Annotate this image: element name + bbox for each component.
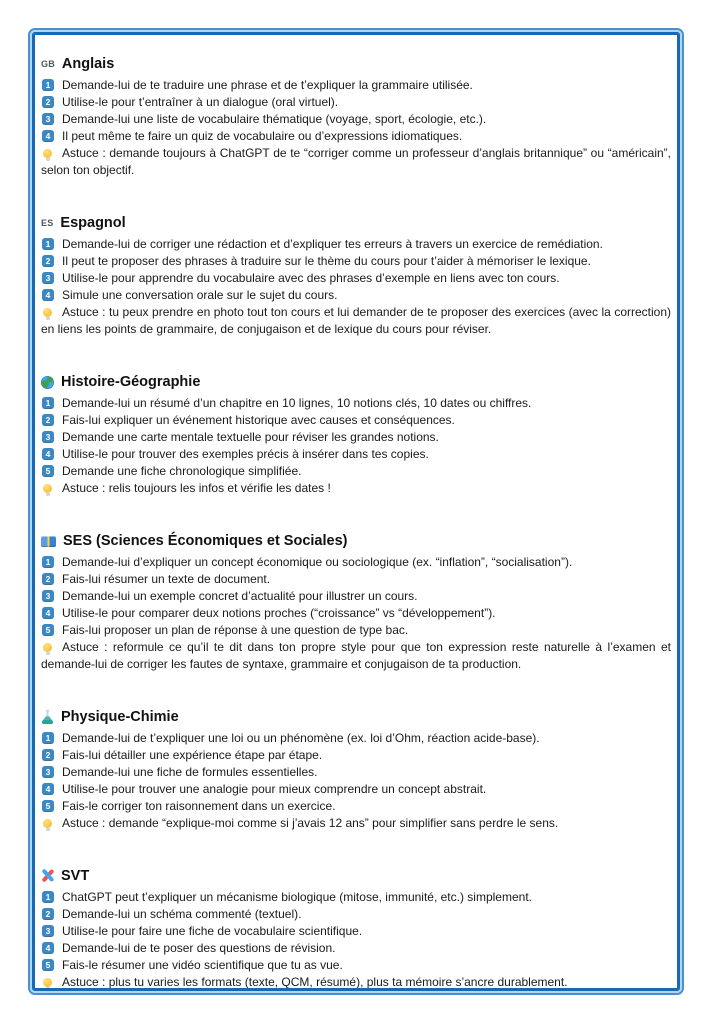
item-text: Fais-le corriger ton raisonnement dans un exercice. xyxy=(62,799,336,813)
list-item xyxy=(41,94,671,111)
section-items xyxy=(41,554,671,639)
tip-text: Astuce : demande “explique-moi comme si j’avais 12 ans” pour simplifier sans perdre le sens. xyxy=(62,816,559,830)
subject-section-histoire-g-ographie xyxy=(41,373,671,497)
item-text: Demande-lui de te poser des questions de révision. xyxy=(62,941,336,955)
tip-text: Astuce : relis toujours les infos et vérifie les dates ! xyxy=(62,481,331,495)
number-badge-icon: 1 xyxy=(42,397,54,409)
list-item xyxy=(41,77,671,94)
item-text: Fais-lui proposer un plan de réponse à une question de type bac. xyxy=(62,623,409,637)
lightbulb-icon xyxy=(43,308,52,317)
tip-text: Astuce : reformule ce qu’il te dit dans ton propre style pour que ton expression reste naturelle à l’examen et demande-lui de corriger les fautes de syntaxe, grammaire et conjugaison de ta production. xyxy=(41,640,671,671)
number-badge-icon: 1 xyxy=(42,891,54,903)
tip-line xyxy=(41,815,671,832)
lightbulb-icon xyxy=(43,484,52,493)
list-item xyxy=(41,463,671,480)
section-items xyxy=(41,730,671,815)
page-border-light-stripe xyxy=(30,30,682,993)
section-title: Histoire-Géographie xyxy=(61,374,201,390)
item-text: Utilise-le pour apprendre du vocabulaire avec des phrases d’exemple en liens avec ton cours. xyxy=(62,271,560,285)
list-item xyxy=(41,764,671,781)
number-badge-icon: 4 xyxy=(42,130,54,142)
section-title: Espagnol xyxy=(60,215,126,231)
open-book-icon xyxy=(41,536,56,547)
section-heading xyxy=(41,532,671,550)
tip-line xyxy=(41,304,671,338)
list-item xyxy=(41,588,671,605)
lightbulb-icon xyxy=(43,643,52,652)
list-item xyxy=(41,923,671,940)
lightbulb-icon xyxy=(43,978,52,987)
list-item xyxy=(41,429,671,446)
section-items xyxy=(41,77,671,145)
item-text: Demande-lui un résumé d’un chapitre en 10 lignes, 10 notions clés, 10 dates ou chiffres. xyxy=(62,396,532,410)
content-area xyxy=(32,32,680,991)
tip-text: Astuce : demande toujours à ChatGPT de te “corriger comme un professeur d’anglais britannique” ou “américain”, selon ton objectif. xyxy=(41,146,671,177)
number-badge-icon: 2 xyxy=(42,96,54,108)
list-item xyxy=(41,253,671,270)
section-heading xyxy=(41,708,671,726)
list-item xyxy=(41,236,671,253)
subject-section-svt xyxy=(41,867,671,991)
number-badge-icon: 5 xyxy=(42,800,54,812)
section-title: Anglais xyxy=(61,56,115,72)
section-items xyxy=(41,395,671,480)
list-item xyxy=(41,781,671,798)
item-text: Fais-le résumer une vidéo scientifique que tu as vue. xyxy=(62,958,343,972)
item-text: Demande-lui de te traduire une phrase et de t’expliquer la grammaire utilisée. xyxy=(62,78,473,92)
item-text: Utilise-le pour faire une fiche de vocabulaire scientifique. xyxy=(62,924,363,938)
dna-icon xyxy=(41,869,54,883)
list-item xyxy=(41,571,671,588)
list-item xyxy=(41,906,671,923)
number-badge-icon: 5 xyxy=(42,959,54,971)
item-text: Simule une conversation orale sur le sujet du cours. xyxy=(62,288,338,302)
flag-gb-icon: GB xyxy=(41,59,55,69)
globe-icon xyxy=(41,376,54,389)
number-badge-icon: 3 xyxy=(42,431,54,443)
item-text: Il peut te proposer des phrases à traduire sur le thème du cours pour t’aider à mémoriser le lexique. xyxy=(62,254,591,268)
item-text: Demande-lui un schéma commenté (textuel). xyxy=(62,907,302,921)
section-title: Physique-Chimie xyxy=(61,709,179,725)
subject-section-physique-chimie xyxy=(41,708,671,832)
number-badge-icon: 4 xyxy=(42,783,54,795)
item-text: Demande-lui une fiche de formules essentielles. xyxy=(62,765,318,779)
list-item xyxy=(41,287,671,304)
list-item xyxy=(41,554,671,571)
list-item xyxy=(41,730,671,747)
list-item xyxy=(41,889,671,906)
list-item xyxy=(41,128,671,145)
list-item xyxy=(41,446,671,463)
number-badge-icon: 2 xyxy=(42,908,54,920)
list-item xyxy=(41,605,671,622)
section-heading xyxy=(41,214,671,232)
subject-section-anglais xyxy=(41,55,671,179)
number-badge-icon: 3 xyxy=(42,925,54,937)
tip-text: Astuce : plus tu varies les formats (texte, QCM, résumé), plus ta mémoire s’ancre durablement. xyxy=(62,975,568,989)
number-badge-icon: 1 xyxy=(42,732,54,744)
tip-text: Astuce : tu peux prendre en photo tout ton cours et lui demander de te proposer des exercices (avec la correction) en liens les points de grammaire, de conjugaison et de lexique du cours pour réviser. xyxy=(41,305,671,336)
item-text: Utilise-le pour t’entraîner à un dialogue (oral virtuel). xyxy=(62,95,339,109)
number-badge-icon: 3 xyxy=(42,113,54,125)
number-badge-icon: 3 xyxy=(42,590,54,602)
list-item xyxy=(41,957,671,974)
list-item xyxy=(41,270,671,287)
list-item xyxy=(41,412,671,429)
number-badge-icon: 2 xyxy=(42,749,54,761)
section-heading xyxy=(41,867,671,885)
item-text: Demande-lui un exemple concret d’actualité pour illustrer un cours. xyxy=(62,589,418,603)
number-badge-icon: 3 xyxy=(42,272,54,284)
list-item xyxy=(41,622,671,639)
section-title: SVT xyxy=(61,868,90,884)
number-badge-icon: 4 xyxy=(42,448,54,460)
number-badge-icon: 5 xyxy=(42,465,54,477)
number-badge-icon: 3 xyxy=(42,766,54,778)
number-badge-icon: 2 xyxy=(42,414,54,426)
item-text: Utilise-le pour comparer deux notions proches (“croissance” vs “développement”). xyxy=(62,606,496,620)
tip-line xyxy=(41,639,671,673)
section-title: SES (Sciences Économiques et Sociales) xyxy=(63,533,348,549)
tip-line xyxy=(41,145,671,179)
section-heading xyxy=(41,373,671,391)
number-badge-icon: 4 xyxy=(42,942,54,954)
item-text: Demande une fiche chronologique simplifiée. xyxy=(62,464,302,478)
list-item xyxy=(41,940,671,957)
section-items xyxy=(41,236,671,304)
tip-line xyxy=(41,974,671,991)
subject-section-ses-sciences-conomiques-et-sociales xyxy=(41,532,671,673)
lightbulb-icon xyxy=(43,819,52,828)
sections xyxy=(41,55,671,991)
list-item xyxy=(41,798,671,815)
subject-section-espagnol xyxy=(41,214,671,338)
alembic-icon xyxy=(41,710,54,724)
item-text: Demande-lui de t’expliquer une loi ou un phénomène (ex. loi d’Ohm, réaction acide-base). xyxy=(62,731,540,745)
number-badge-icon: 1 xyxy=(42,79,54,91)
number-badge-icon: 2 xyxy=(42,573,54,585)
list-item xyxy=(41,747,671,764)
item-text: Fais-lui expliquer un événement historique avec causes et conséquences. xyxy=(62,413,455,427)
list-item xyxy=(41,111,671,128)
list-item xyxy=(41,395,671,412)
page-border-frame xyxy=(28,28,684,995)
number-badge-icon: 2 xyxy=(42,255,54,267)
item-text: Utilise-le pour trouver une analogie pour mieux comprendre un concept abstrait. xyxy=(62,782,487,796)
item-text: Demande-lui de corriger une rédaction et d’expliquer tes erreurs à travers un exercice de remédiation. xyxy=(62,237,603,251)
item-text: Demande une carte mentale textuelle pour réviser les grandes notions. xyxy=(62,430,439,444)
section-items xyxy=(41,889,671,974)
number-badge-icon: 4 xyxy=(42,289,54,301)
item-text: Demande-lui d’expliquer un concept économique ou sociologique (ex. “inflation”, “socialisation”). xyxy=(62,555,573,569)
number-badge-icon: 4 xyxy=(42,607,54,619)
item-text: Fais-lui résumer un texte de document. xyxy=(62,572,271,586)
number-badge-icon: 1 xyxy=(42,238,54,250)
flag-es-icon: ES xyxy=(41,218,54,228)
item-text: Demande-lui une liste de vocabulaire thématique (voyage, sport, écologie, etc.). xyxy=(62,112,487,126)
item-text: ChatGPT peut t’expliquer un mécanisme biologique (mitose, immunité, etc.) simplement. xyxy=(62,890,532,904)
number-badge-icon: 5 xyxy=(42,624,54,636)
tip-line xyxy=(41,480,671,497)
item-text: Utilise-le pour trouver des exemples précis à insérer dans tes copies. xyxy=(62,447,429,461)
item-text: Il peut même te faire un quiz de vocabulaire ou d’expressions idiomatiques. xyxy=(62,129,463,143)
lightbulb-icon xyxy=(43,149,52,158)
item-text: Fais-lui détailler une expérience étape par étape. xyxy=(62,748,323,762)
number-badge-icon: 1 xyxy=(42,556,54,568)
section-heading xyxy=(41,55,671,73)
